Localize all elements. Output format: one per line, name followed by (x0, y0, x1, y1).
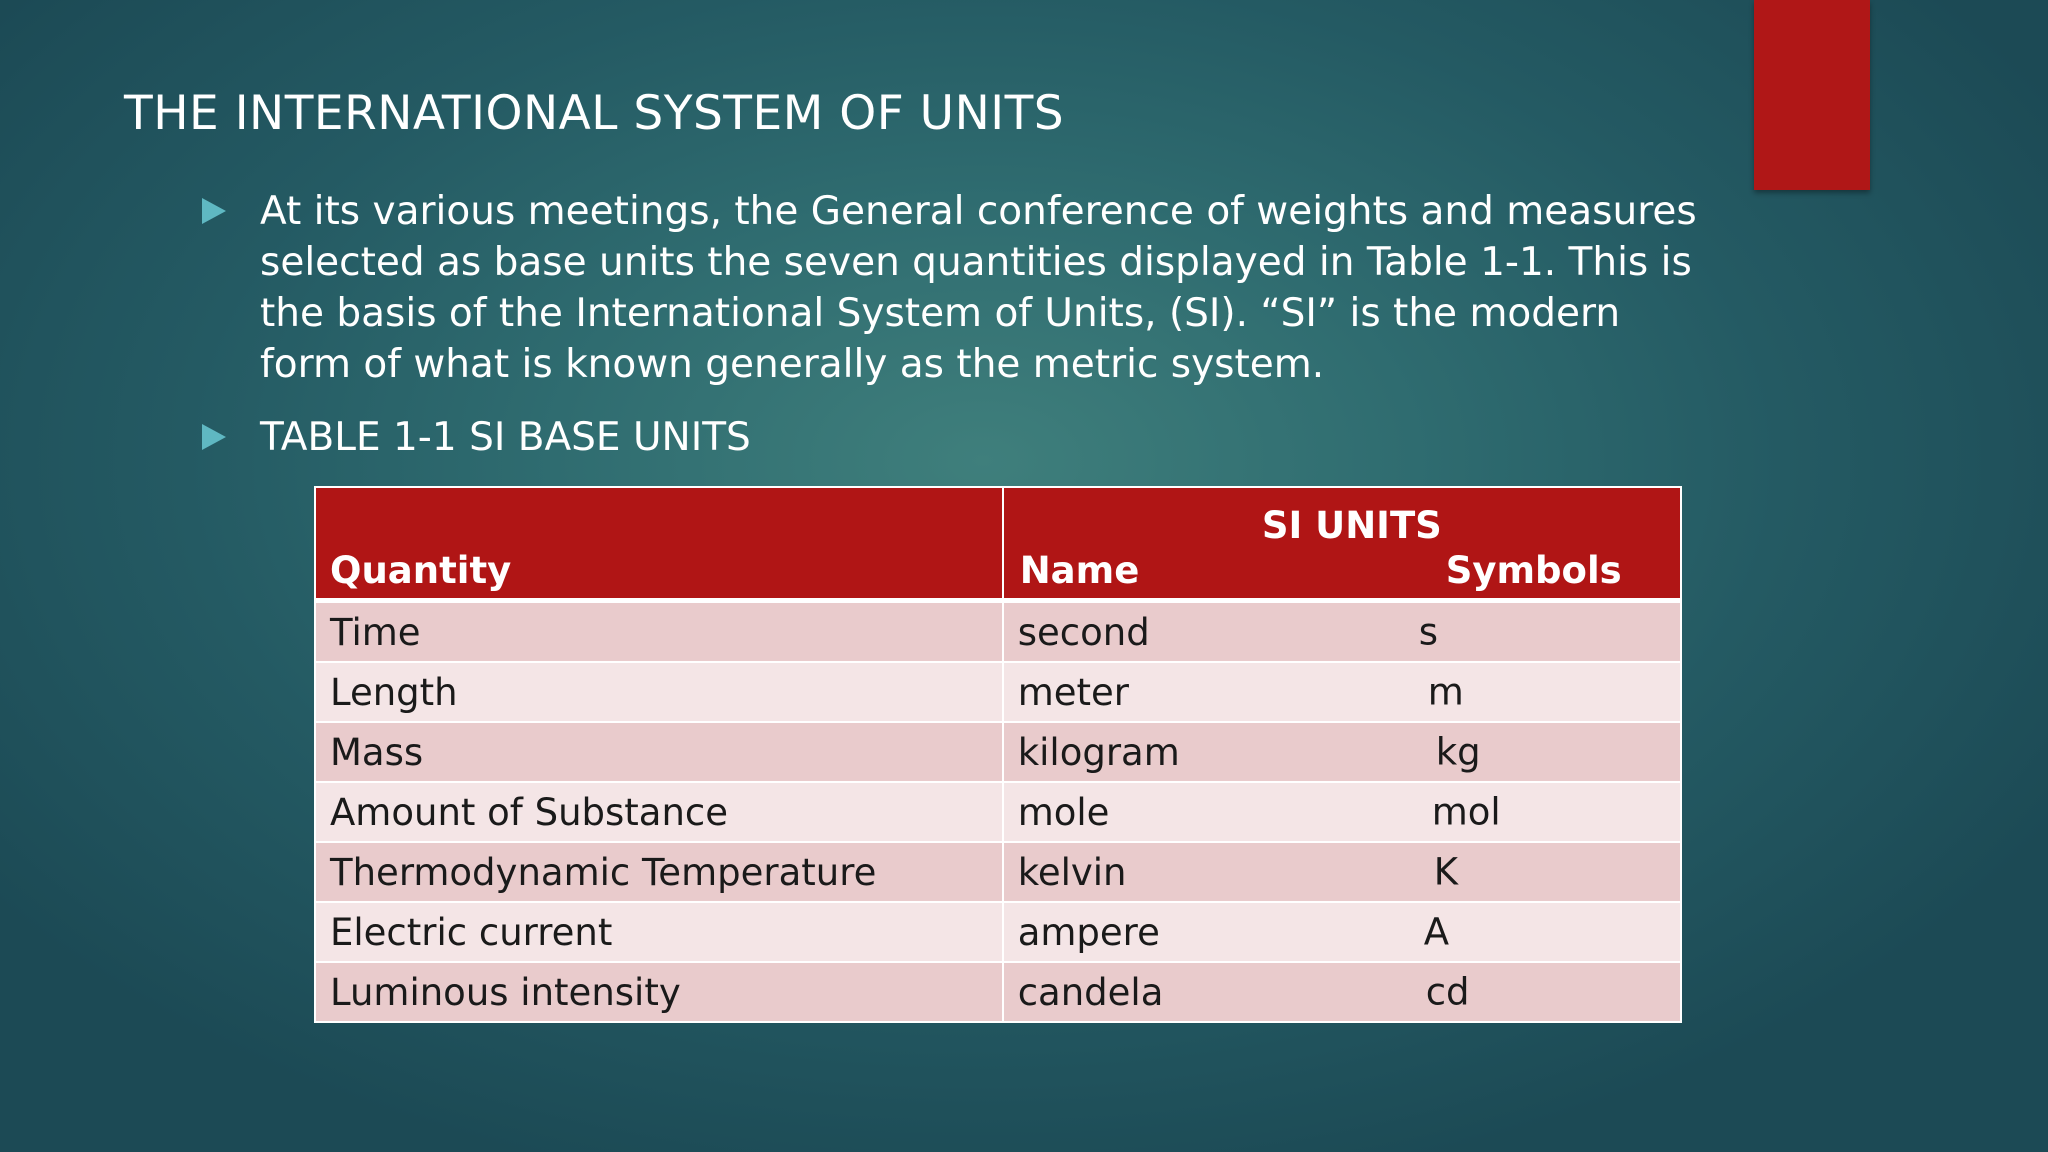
cell-unit-symbol: K (1433, 850, 1458, 894)
table-row (315, 842, 1681, 902)
cell-quantity: Thermodynamic Temperature (315, 842, 1003, 902)
cell-quantity: Mass (315, 722, 1003, 782)
table-row (315, 662, 1681, 722)
cell-unit-name: ampere (1017, 910, 1160, 954)
cell-si-unit (1003, 782, 1681, 842)
table-caption: TABLE 1-1 SI BASE UNITS (260, 415, 751, 460)
cell-si-unit (1003, 902, 1681, 962)
triangle-bullet-icon (202, 424, 226, 450)
triangle-bullet-icon (202, 198, 226, 224)
table-row (315, 601, 1681, 663)
header-symbols: Symbols (1445, 549, 1622, 592)
table-header-row (315, 487, 1681, 601)
cell-si-unit (1003, 962, 1681, 1022)
cell-unit-name: mole (1017, 790, 1110, 834)
slide-title: THE INTERNATIONAL SYSTEM OF UNITS (124, 86, 1065, 141)
cell-quantity: Time (315, 601, 1003, 663)
header-name: Name (1019, 549, 1140, 592)
bullet-text: At its various meetings, the General conference of weights and measures selected as base units the seven quantities displayed in Table 1-1. This is the basis of the International System of Units, (SI). “SI” is the modern form of what is known generally as the metric system. (260, 189, 1697, 387)
cell-unit-name: second (1017, 610, 1150, 654)
cell-si-unit (1003, 842, 1681, 902)
cell-quantity: Luminous intensity (315, 962, 1003, 1022)
cell-quantity: Electric current (315, 902, 1003, 962)
table-row (315, 782, 1681, 842)
cell-unit-symbol: s (1418, 610, 1438, 654)
cell-unit-symbol: mol (1431, 790, 1501, 834)
cell-quantity: Length (315, 662, 1003, 722)
table-row (315, 722, 1681, 782)
cell-unit-name: candela (1017, 970, 1164, 1014)
cell-unit-symbol: A (1423, 910, 1450, 954)
header-quantity: Quantity (315, 487, 1003, 601)
bullet-item-intro (202, 186, 1700, 390)
cell-unit-symbol: kg (1435, 730, 1481, 774)
table-row (315, 962, 1681, 1022)
si-base-units-table (314, 486, 1682, 1023)
table-row (315, 902, 1681, 962)
cell-unit-name: kilogram (1017, 730, 1180, 774)
cell-si-unit (1003, 601, 1681, 663)
header-si-units (1003, 487, 1681, 601)
cell-unit-name: meter (1017, 670, 1130, 714)
cell-unit-name: kelvin (1017, 850, 1127, 894)
cell-si-unit (1003, 662, 1681, 722)
decorative-accent-bar (1754, 0, 1870, 190)
cell-si-unit (1003, 722, 1681, 782)
cell-unit-symbol: m (1427, 670, 1464, 714)
bullet-item-table-caption (202, 412, 751, 463)
cell-quantity: Amount of Substance (315, 782, 1003, 842)
cell-unit-symbol: cd (1425, 970, 1470, 1014)
header-si-units-title: SI UNITS (1261, 504, 1442, 547)
